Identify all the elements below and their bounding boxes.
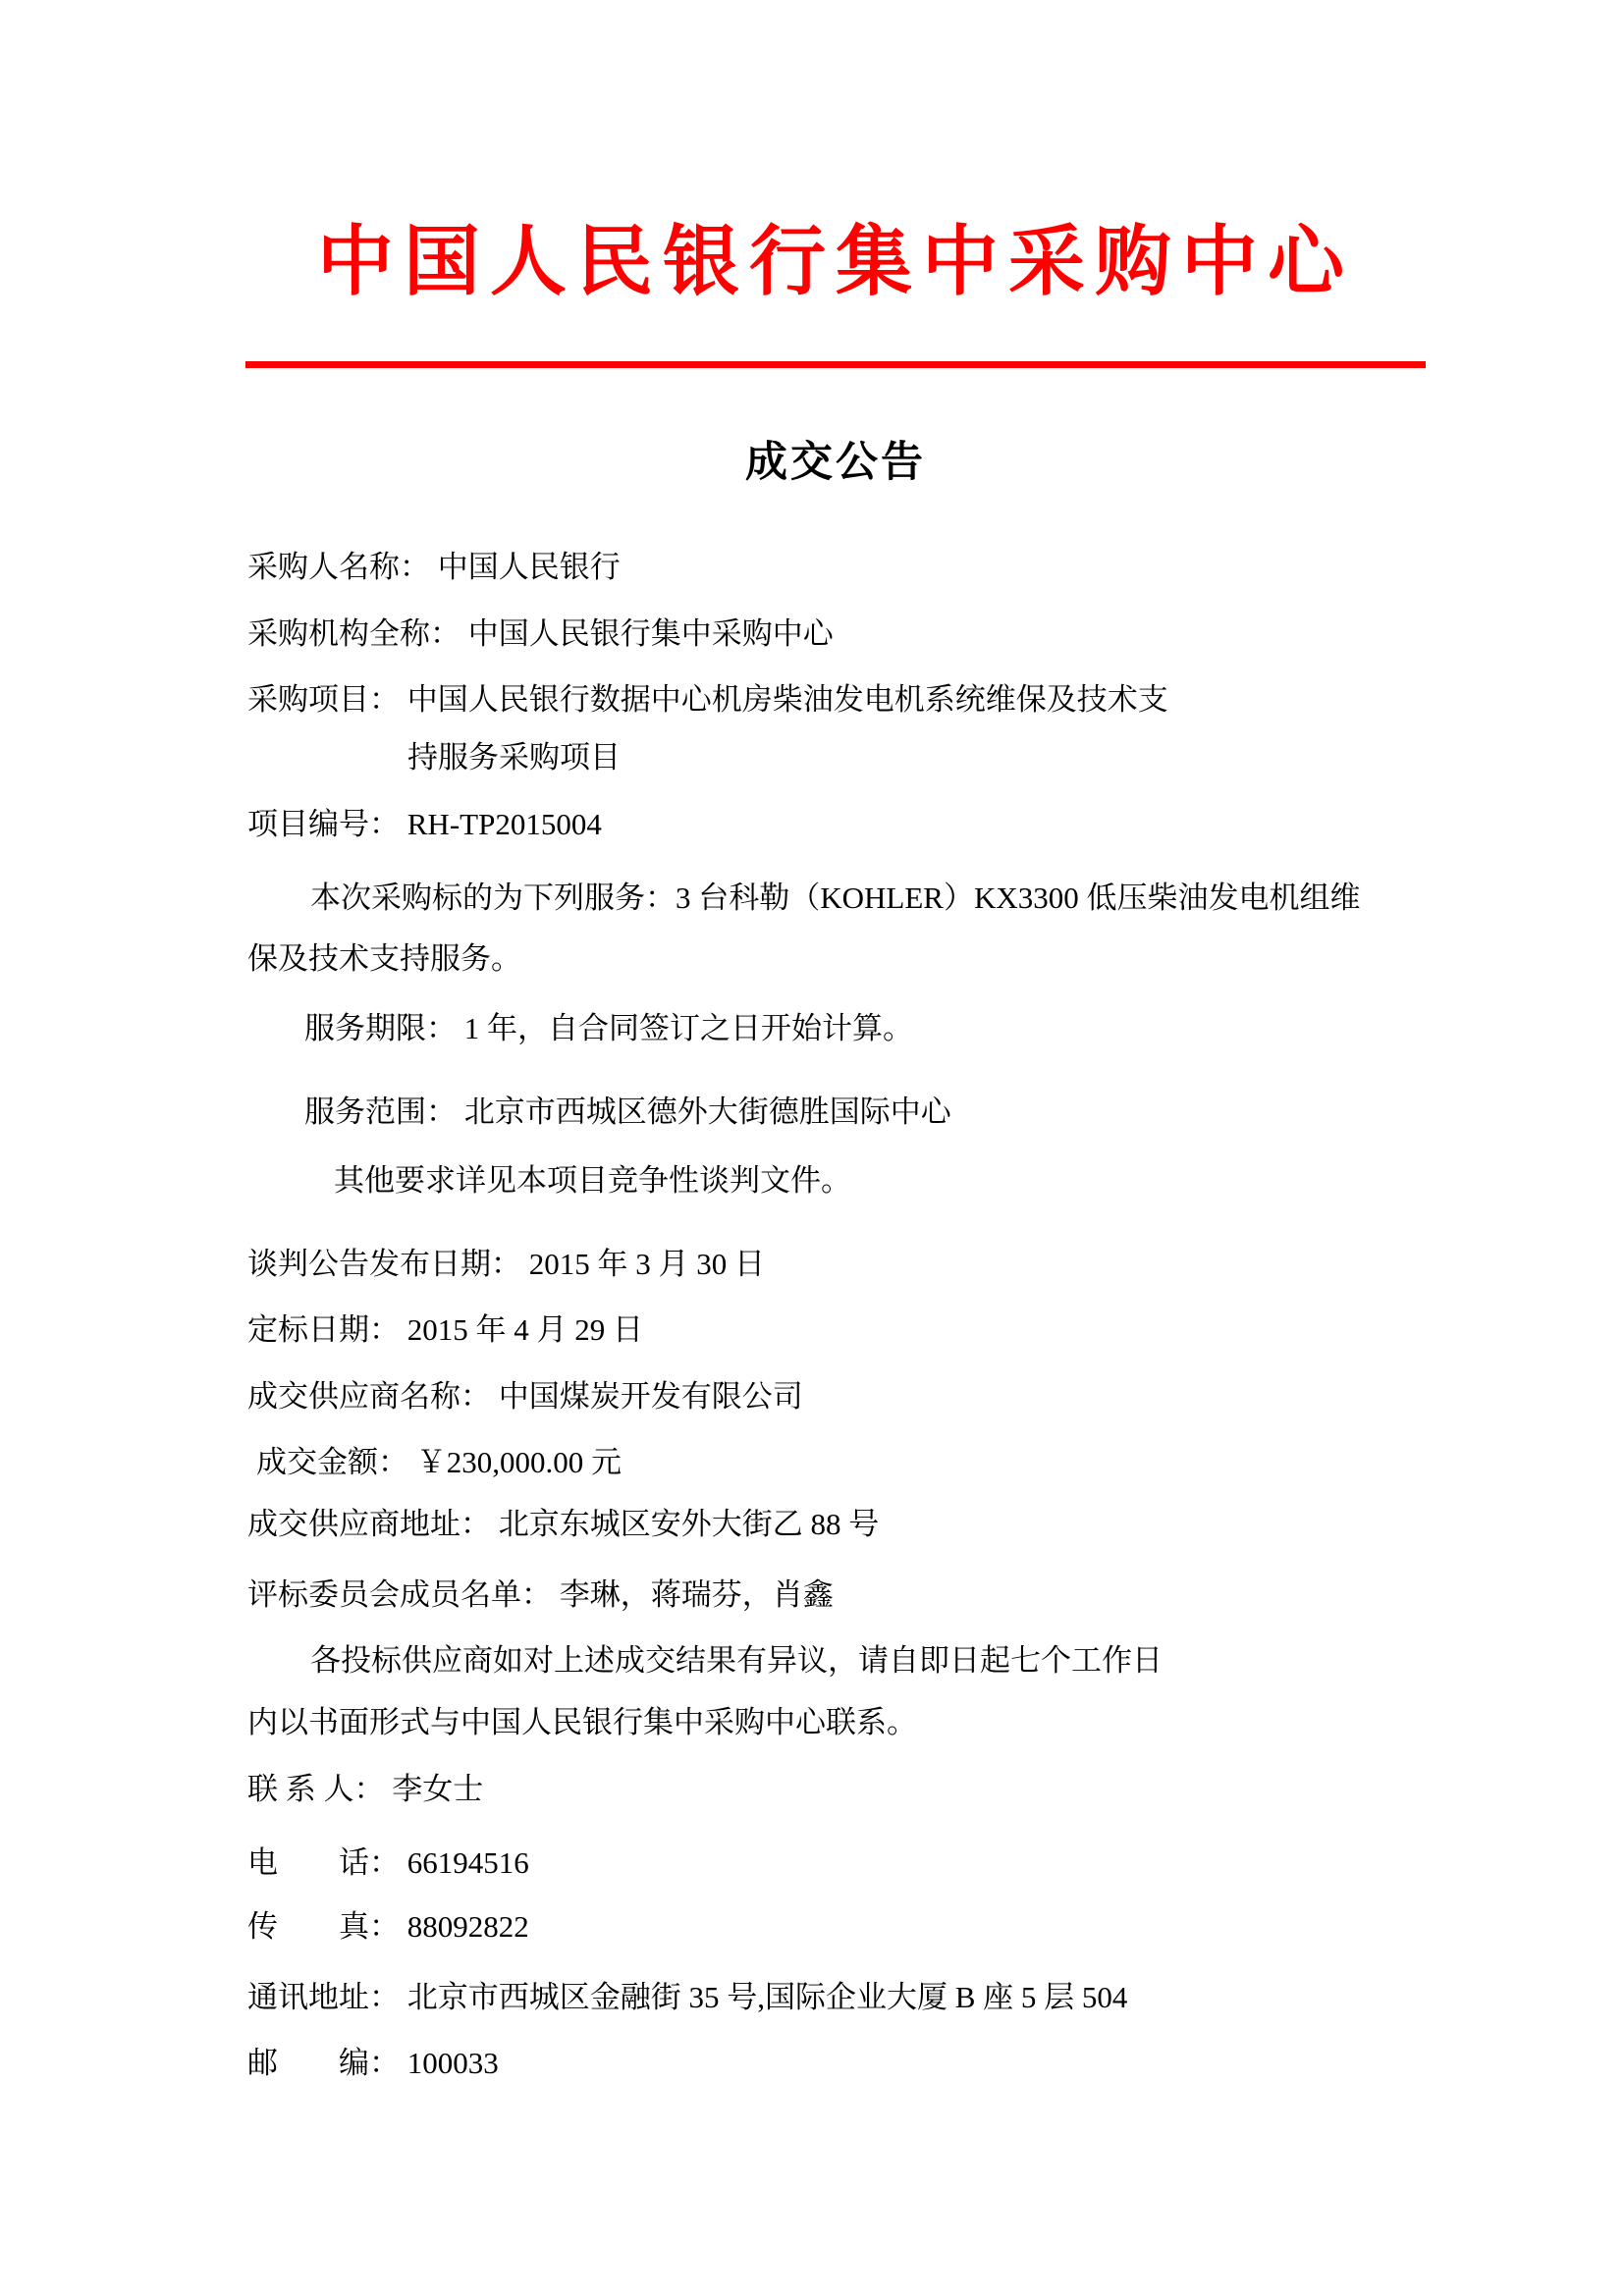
contact-person-line: 联 系 人： 李女士 bbox=[247, 1772, 484, 1806]
procurement-agency-line: 采购机构全称： 中国人民银行集中采购中心 bbox=[247, 616, 834, 651]
document-title: 成交公告 bbox=[745, 440, 926, 486]
objection-notice-line-2: 内以书面形式与中国人民银行集中采购中心联系。 bbox=[247, 1705, 917, 1739]
award-amount-line: 成交金额： ￥230,000.00 元 bbox=[256, 1445, 622, 1479]
phone-line: 电 话： 66194516 bbox=[247, 1845, 529, 1880]
winning-supplier-name-line: 成交供应商名称： 中国煤炭开发有限公司 bbox=[247, 1379, 803, 1414]
fax-line: 传 真： 88092822 bbox=[247, 1909, 529, 1944]
objection-notice-line-1: 各投标供应商如对上述成交结果有异议，请自即日起七个工作日 bbox=[310, 1643, 1163, 1678]
service-term-line: 服务期限： 1 年，自合同签订之日开始计算。 bbox=[304, 1011, 913, 1045]
project-name-line-2: 持服务采购项目 bbox=[407, 740, 621, 774]
project-name-line-1: 采购项目： 中国人民银行数据中心机房柴油发电机系统维保及技术支 bbox=[247, 682, 1168, 717]
postal-code-line: 邮 编： 100033 bbox=[247, 2046, 499, 2080]
letterhead-title: 中国人民银行集中采购中心 bbox=[316, 219, 1354, 304]
mailing-address-line: 通讯地址： 北京市西城区金融街 35 号,国际企业大厦 B 座 5 层 504 bbox=[247, 1980, 1128, 2014]
project-number-line: 项目编号： RH-TP2015004 bbox=[247, 807, 602, 841]
buyer-name-line: 采购人名称： 中国人民银行 bbox=[247, 550, 621, 584]
procurement-subject-line-2: 保及技术支持服务。 bbox=[247, 941, 521, 976]
letterhead-rule bbox=[245, 361, 1426, 368]
service-scope-line: 服务范围： 北京市西城区德外大街德胜国际中心 bbox=[304, 1095, 951, 1129]
evaluation-committee-line: 评标委员会成员名单： 李琳，蒋瑞芬，肖鑫 bbox=[247, 1577, 834, 1612]
procurement-subject-line-1: 本次采购标的为下列服务：3 台科勒（KOHLER）KX3300 低压柴油发电机组维 bbox=[310, 881, 1361, 915]
negotiation-announcement-date-line: 谈判公告发布日期： 2015 年 3 月 30 日 bbox=[247, 1247, 765, 1281]
other-requirements-line: 其他要求详见本项目竞争性谈判文件。 bbox=[334, 1163, 851, 1198]
winning-supplier-address-line: 成交供应商地址： 北京东城区安外大街乙 88 号 bbox=[247, 1507, 880, 1541]
award-date-line: 定标日期： 2015 年 4 月 29 日 bbox=[247, 1312, 643, 1347]
